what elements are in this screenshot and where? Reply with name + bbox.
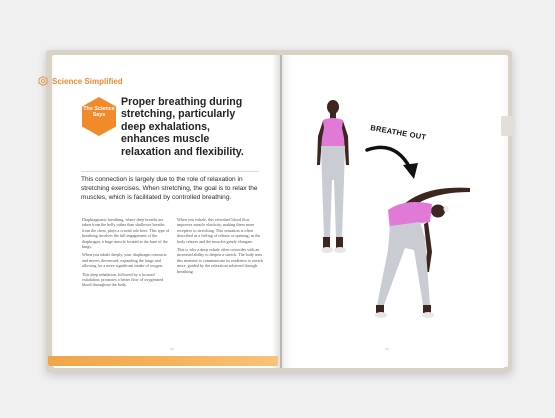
stretching-illustration [282,56,504,364]
page-number-left: 16 [170,347,174,351]
side-stretch-figure [375,188,470,318]
arrow-head-icon [403,163,418,179]
page-number-right: 16 [385,347,389,351]
body-column-right [177,217,265,277]
body-paragraph: When you exhale, this refreshed blood flow improves muscle elasticity, making them more receptive to stretching. This sensation is often described as a feeling of release or opening, as the body relaxes and the muscles gently elongate. [177,217,261,244]
body-column-left [82,217,170,291]
body-paragraph: Diaphragmatic breathing, where deep breaths are taken from the belly rather than shallower breaths from the chest, plays a crucial role here. This type of breathing involves the full engagement of the diaphragm, a large muscle located at the base of the lungs. [82,217,170,250]
orange-page-edge [48,356,278,366]
badge-text: The Science Says [83,106,115,119]
section-title-text: Science Simplified [52,76,123,86]
hexagon-icon [38,76,48,86]
page-headline: Proper breathing during stretching, particularly deep exhalations, enhances muscle relaxation and flexibility. [121,96,244,158]
curved-arrow-icon [367,147,410,168]
divider [81,171,259,172]
body-paragraph: This deep inhalation, followed by a focused exhalation, promotes a better flow of oxygenated blood throughout the body. [82,271,164,288]
breathe-out-label: BREATHE OUT [369,123,427,142]
section-title [38,76,123,86]
body-paragraph: When you inhale deeply, your diaphragm contracts and moves downward, expanding the lungs and allowing for a more significant intake of oxygen. [82,252,167,269]
standing-figure [317,100,349,253]
body-paragraph: This is why a deep exhale often coincides with an increased ability to deepen a stretch. The body uses this moment to communicate its readiness to stretch more, guided by the relaxation achieved through breathing. [177,247,263,274]
science-says-badge [81,96,117,137]
lead-paragraph: This connection is largely due to the role of relaxation in stretching exercises. When stretching, the goal is to relax the muscles, which is facilitated by controlled breathing. [81,176,258,201]
